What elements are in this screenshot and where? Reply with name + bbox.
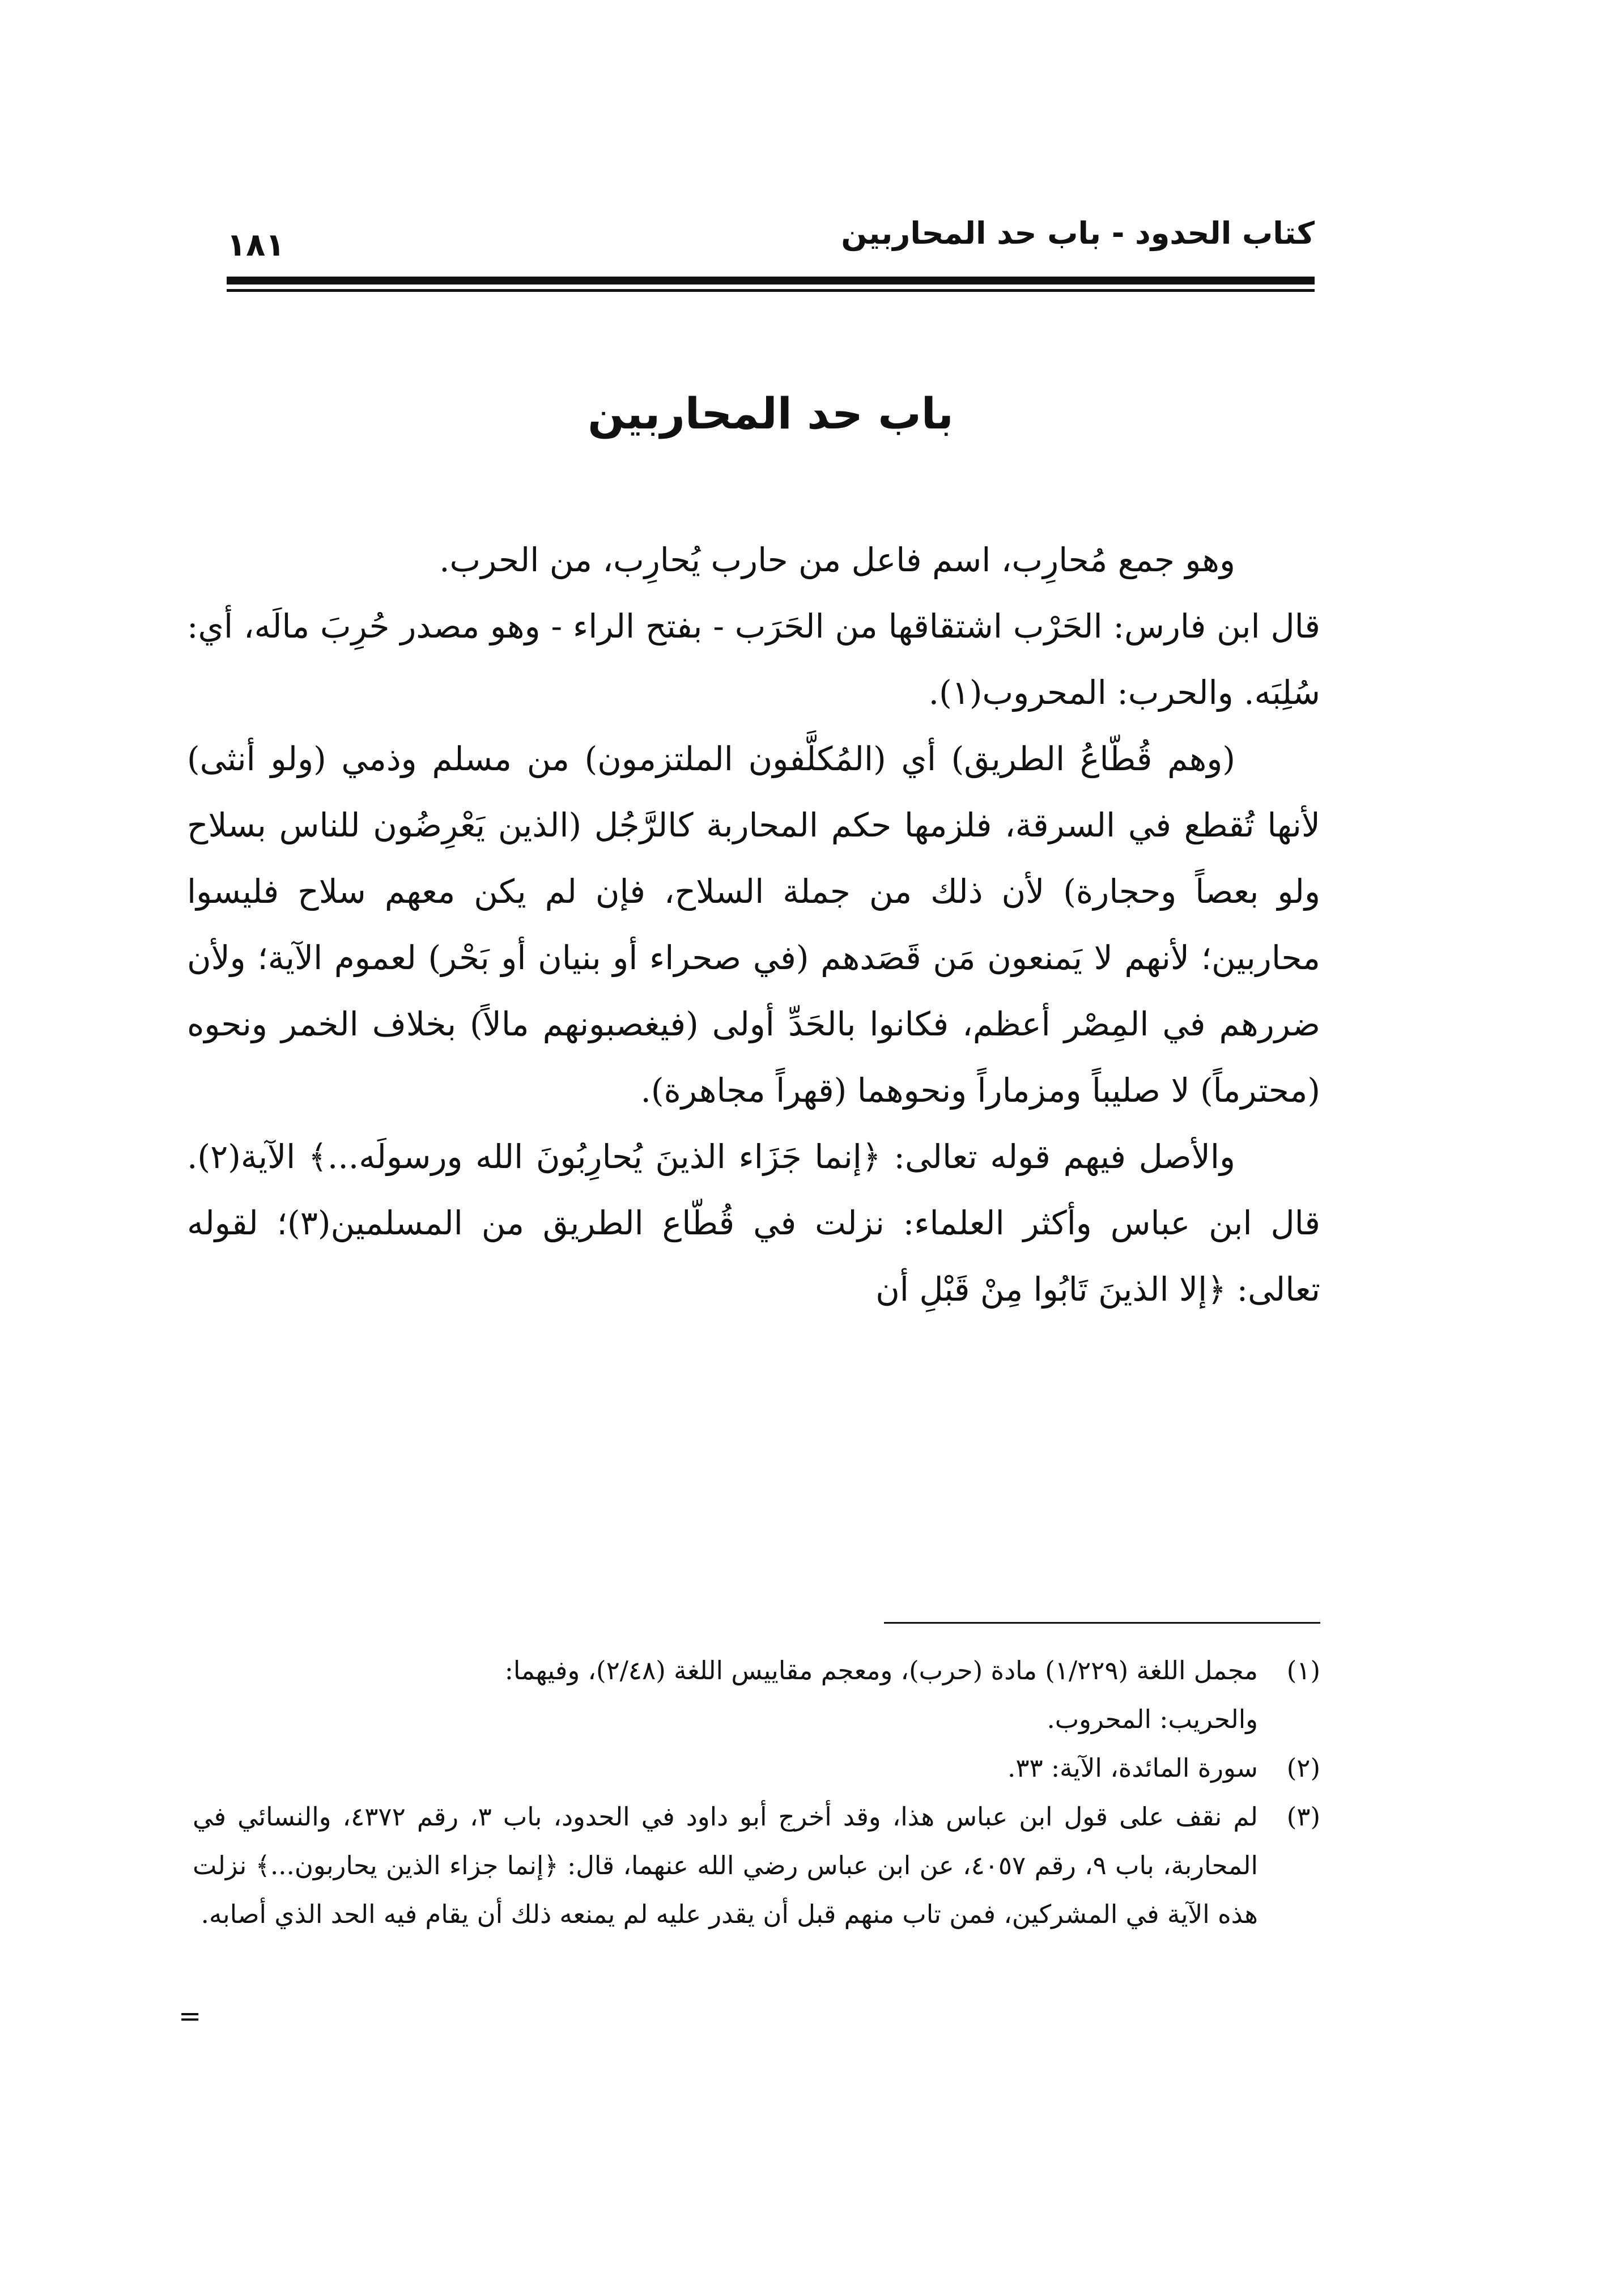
footnote-separator: [884, 1622, 1320, 1624]
paragraph: وهو جمع مُحارِب، اسم فاعل من حارب يُحارِب، من الحرب.: [439, 541, 1235, 579]
header-rule-thick: [227, 277, 1315, 284]
page-number: ١٨١: [227, 227, 285, 264]
body-text: [187, 527, 1320, 1323]
footnote-text: سورة المائدة، الآية: ٣٣.: [1007, 1753, 1258, 1783]
footnotes: [193, 1646, 1320, 1939]
header-rule-thin: [227, 289, 1315, 292]
running-header: [227, 204, 1315, 266]
paragraph: (وهم قُطّاعُ الطريق) أي (المُكلَّفون الملتزمون) من مسلم وذمي (ولو أنثى) لأنها تُقطع في السرقة، فلزمها حكم المحاربة كالرَّجُل (الذين يَعْرِضُون للناس بسلاح ولو بعصاً وحجارة) لأن ذلك من جملة السلاح، فإن لم يكن معهم سلاح فليسوا محاربين؛ لأنهم لا يَمنعون مَن قَصَدهم (في صحراء أو بنيان أو بَحْر) لعموم الآية؛ ولأن ضررهم في المِصْر أعظم، فكانوا بالحَدِّ أولى (فيغصبونهم مالاً) بخلاف الخمر ونحوه (محترماً) لا صليباً ومزماراً ونحوهما (قهراً مجاهرة).: [187, 740, 1320, 1110]
footnote-text: لم نقف على قول ابن عباس هذا، وقد أخرج أبو داود في الحدود، باب ٣، رقم ٤٣٧٢، والنسائي في المحاربة، باب ٩، رقم ٤٠٥٧، عن ابن عباس رضي الله عنهما، قال: ﴿إنما جزاء الذين يحاربون...﴾ نزلت هذه الآية في المشركين، فمن تاب منهم قبل أن يقدر عليه لم يمنعه ذلك أن يقام فيه الحد الذي أصابه.: [193, 1802, 1259, 1929]
continuation-mark: =: [178, 2001, 202, 2032]
footnote-text: مجمل اللغة (١/٢٢٩) مادة (حرب)، ومعجم مقاييس اللغة (٢/٤٨)، وفيهما:: [504, 1655, 1258, 1685]
running-title: كتاب الحدود - باب حد المحاربين: [841, 215, 1315, 251]
footnote-number: (٢): [1286, 1753, 1320, 1783]
chapter-title: باب حد المحاربين: [588, 388, 954, 439]
paragraph: قال ابن فارس: الحَرْب اشتقاقها من الحَرَب - بفتح الراء - وهو مصدر حُرِبَ مالَه، أي: سُلِبَه. والحرب: المحروب(١).: [187, 607, 1320, 712]
footnote: [193, 1646, 1320, 1744]
footnote: [193, 1793, 1320, 1939]
footnote-number: (١): [1286, 1655, 1320, 1685]
footnote: [193, 1744, 1320, 1793]
footnote-continuation: والحريب: المحروب.: [1047, 1704, 1258, 1734]
footnote-number: (٣): [1286, 1802, 1320, 1832]
paragraph: والأصل فيهم قوله تعالى: ﴿إنما جَزَاء الذينَ يُحارِبُونَ الله ورسولَه...﴾ الآية(٢). قال ابن عباس وأكثر العلماء: نزلت في قُطّاع الطريق من المسلمين(٣)؛ لقوله تعالى: ﴿إلا الذينَ تَابُوا مِنْ قَبْلِ أن: [187, 1137, 1320, 1309]
